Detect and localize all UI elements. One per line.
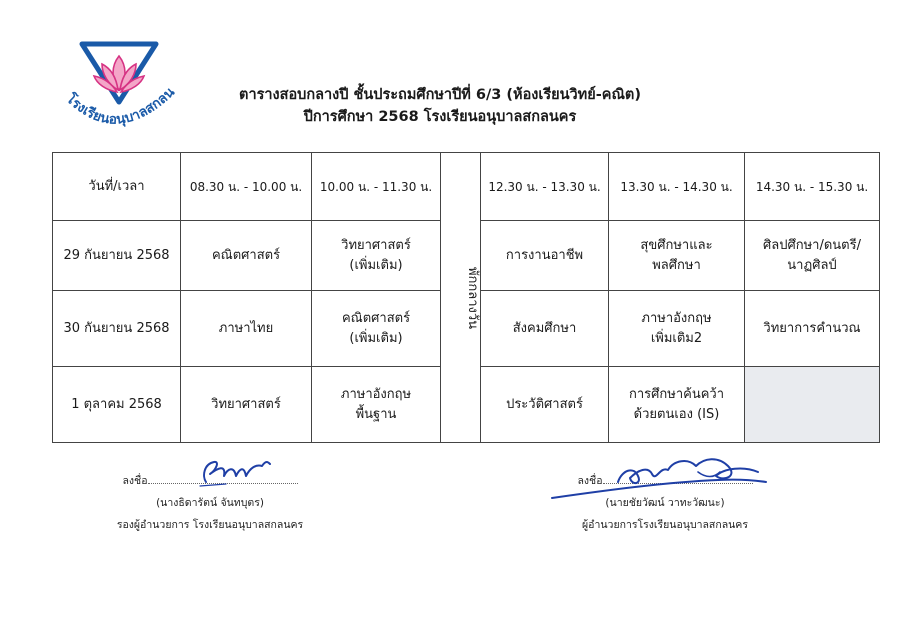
lunch-break-column — [441, 153, 481, 443]
logo-text: โรงเรียนอนุบาลสกลน — [62, 84, 178, 128]
cell-subject-line: คณิตศาสตร์ — [341, 310, 411, 326]
cell-subject — [609, 291, 745, 367]
exam-schedule-table — [52, 152, 880, 443]
cell-subject-line: ศิลปศึกษา/ดนตรี/ — [763, 237, 861, 253]
header-slot-5: 14.30 น. - 15.30 น. — [745, 153, 880, 221]
row-date: 30 กันยายน 2568 — [53, 291, 181, 367]
cell-subject: ภาษาไทย — [181, 291, 312, 367]
cell-subject — [745, 221, 880, 291]
signer-name: (นางธิดารัตน์ จันทบุตร) — [156, 497, 264, 509]
cell-subject-line: ด้วยตนเอง (IS) — [633, 406, 720, 422]
school-logo — [54, 40, 184, 140]
header-day-time: วันที่/เวลา — [53, 153, 181, 221]
cell-subject — [312, 221, 441, 291]
cell-subject-line: (เพิ่มเติม) — [349, 257, 403, 273]
cell-subject — [312, 367, 441, 443]
handwritten-signature-right — [548, 452, 778, 506]
header-slot-2: 10.00 น. - 11.30 น. — [312, 153, 441, 221]
cell-subject-line: พลศึกษา — [652, 257, 701, 273]
header-slot-1: 08.30 น. - 10.00 น. — [181, 153, 312, 221]
header-slot-4: 13.30 น. - 14.30 น. — [609, 153, 745, 221]
cell-subject — [609, 367, 745, 443]
cell-subject-line: ภาษาอังกฤษ — [340, 386, 412, 402]
cell-subject-line: สุขศึกษาและ — [640, 237, 713, 253]
header-slot-3: 12.30 น. - 13.30 น. — [481, 153, 609, 221]
cell-subject: ประวัติศาสตร์ — [481, 367, 609, 443]
cell-subject-line: การศึกษาค้นคว้า — [628, 386, 725, 402]
cell-subject — [609, 221, 745, 291]
cell-subject: สังคมศึกษา — [481, 291, 609, 367]
school-logo-emblem — [54, 40, 184, 140]
table-header-row — [53, 153, 880, 221]
sign-label: ลงชื่อ — [122, 475, 148, 487]
cell-subject-line: เพิ่มเติม2 — [650, 330, 703, 346]
signer-name: (นายชัยวัฒน์ วาทะวัฒนะ) — [605, 497, 725, 509]
cell-subject-line: (เพิ่มเติม) — [349, 330, 403, 346]
cell-subject: วิทยาการคำนวณ — [745, 291, 880, 367]
row-date: 1 ตุลาคม 2568 — [53, 367, 181, 443]
cell-subject-line: ภาษาอังกฤษ — [641, 310, 712, 326]
cell-subject: คณิตศาสตร์ — [181, 221, 312, 291]
cell-subject-line: พื้นฐาน — [355, 406, 397, 422]
document-title — [200, 84, 680, 128]
signer-position: ผู้อำนวยการโรงเรียนอนุบาลสกลนคร — [582, 519, 748, 531]
cell-subject-line: วิทยาศาสตร์ — [341, 237, 411, 253]
cell-subject: การงานอาชีพ — [481, 221, 609, 291]
cell-subject-line: นาฏศิลป์ — [787, 257, 837, 273]
handwritten-signature-left — [196, 456, 272, 490]
cell-subject — [312, 291, 441, 367]
sign-label: ลงชื่อ — [577, 475, 603, 487]
row-date: 29 กันยายน 2568 — [53, 221, 181, 291]
cell-empty — [745, 367, 880, 443]
title-line-2: ปีการศึกษา 2568 โรงเรียนอนุบาลสกลนคร — [303, 109, 577, 125]
title-line-1: ตารางสอบกลางปี ชั้นประถมศึกษาปีที่ 6/3 (ห้องเรียนวิทย์-คณิต) — [239, 87, 641, 103]
cell-subject: วิทยาศาสตร์ — [181, 367, 312, 443]
signer-position: รองผู้อำนวยการ โรงเรียนอนุบาลสกลนคร — [116, 519, 304, 531]
lunch-break-label: พักกลางวัน — [465, 266, 481, 330]
